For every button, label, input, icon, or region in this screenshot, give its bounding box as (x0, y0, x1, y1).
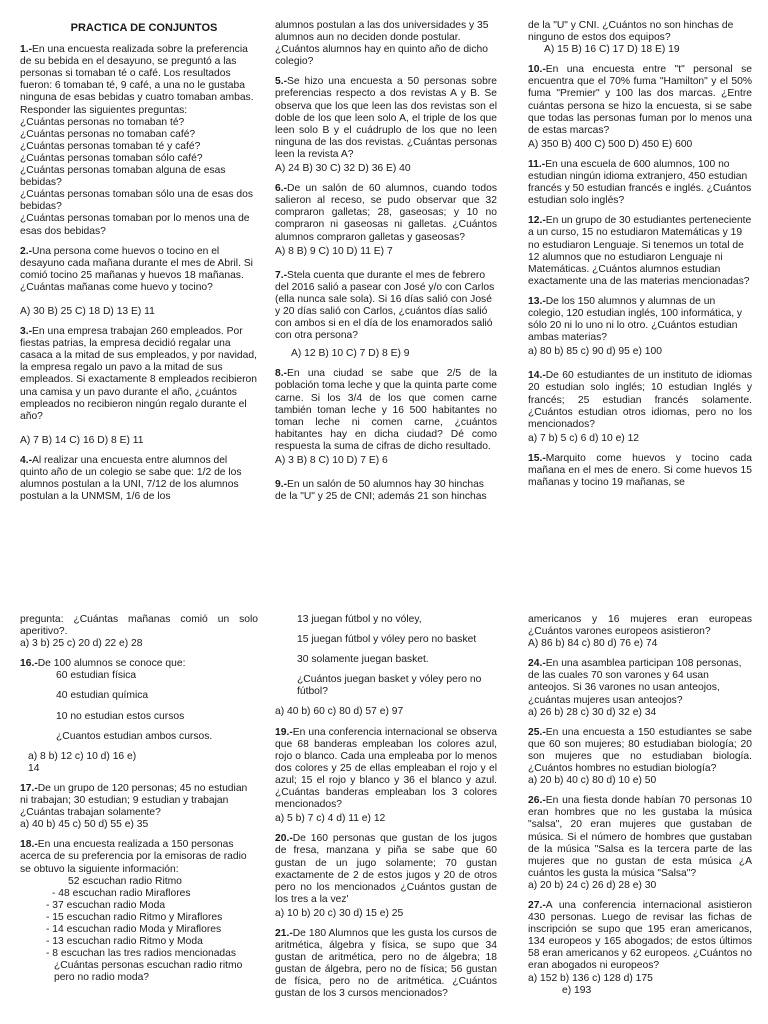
question-number: 17.- (20, 782, 38, 794)
question-number: 2.- (20, 245, 33, 257)
answer-options: a) 80 b) 85 c) 90 d) 95 e) 100 (528, 346, 662, 358)
list-item: 60 estudian física (56, 670, 137, 682)
question-text: De los 150 alumnos y alumnas de un colegio, 120 estudian inglés, 100 informática, y sólo 20 ni lo uno ni lo otro. ¿Cuántos estudian ambas materias? (528, 295, 743, 344)
question-text: En un grupo de 30 estudiantes perteneciente a un curso, 15 no estudiaron Matemáticas y 19 no estudiaron Lenguaje. Si tenemos un total de 12 alumnos que no estudiaron Lenguaje ni Matemáticas. ¿Cuántos alumnos estudian exactamente una de las materias mencionadas? (528, 215, 752, 287)
question-5 (275, 76, 497, 175)
question-text: En una encuesta realizada a 150 personas acerca de su preferencia por la emisoras de radio se obtuvo la siguiente información: (20, 839, 247, 875)
question-1 (20, 44, 258, 238)
answer-options: a) 40 b) 45 c) 50 d) 55 e) 35 (20, 819, 149, 831)
question-9 (275, 479, 497, 503)
question-line: ¿Cuántas personas tomaban té y café? (20, 140, 201, 152)
answer-options: A) 12 B) 10 C) 7 D) 8 E) 9 (291, 348, 410, 360)
question-23-continued (528, 614, 752, 650)
question-18b-options (275, 706, 497, 718)
question-21 (275, 928, 497, 1001)
answer-options: a) 10 b) 20 c) 30 d) 15 e) 25 (275, 907, 404, 919)
question-9-continued (528, 20, 752, 56)
question-18b-items (275, 614, 497, 698)
question-19 (275, 727, 497, 826)
answer-options: A) 30 B) 25 C) 18 D) 13 E) 11 (20, 305, 155, 317)
answer-options: A) 3 B) 8 C) 10 D) 7 E) 6 (275, 455, 388, 466)
question-14 (528, 370, 752, 445)
answer-options: A) 86 b) 84 c) 80 d) 76 e) 74 (528, 638, 658, 650)
question-line: ¿Cuántas personas tomaban sólo café? (20, 152, 203, 164)
question-number: 3.- (20, 326, 33, 338)
question-number: 19.- (275, 726, 293, 738)
question-11 (528, 159, 752, 207)
answer-options: a) 152 b) 136 c) 128 d) 175 (528, 972, 653, 984)
list-item: - 8 escuchan las tres radios mencionadas (46, 948, 237, 960)
list-item: ¿Cuántas personas escuchan radio ritmo pero no radio moda? (54, 960, 243, 984)
question-number: 20.- (275, 833, 293, 845)
question-line: ¿Cuántas personas no tomaban té? (20, 116, 185, 128)
question-3 (20, 326, 258, 447)
question-text: En una fiesta donde habían 70 personas 10 eran hombres que no les gustaba la música "salsa", 20 eran mujeres que gustaban de música. Si el número de hombres que gustaban de la música "Salsa es la tercera parte de las mujeres que no gustan de esta música ¿A cuántos les gusta la música "Salsa"? (528, 795, 752, 879)
question-text: En una encuesta entre "t" personal se encuentra que el 70% fuma "Hamilton" y el 50% fuma "Premier" y 100 las dos marcas. ¿Entre cuántas persona se hizo la encuesta, si se sabe que todas las personas fuman por lo menos una de estas marcas? (528, 64, 752, 136)
question-number: 16.- (20, 658, 38, 670)
question-26 (528, 795, 752, 892)
list-item: - 48 escuchan radio Miraflores (52, 887, 191, 899)
question-text: En una ciudad se sabe que 2/5 de la población toma leche y que la quinta parte come carne. Si los 3/4 de los que comen carne también toman leche y 16 500 habitantes no toman leche ni comen carne, ¿cuántos habitantes hay en dicha ciudad? Dé como respuesta la suma de cifras de dicho resultado. (275, 368, 497, 452)
answer-options: A) 7 B) 14 C) 16 D) 8 E) 11 (20, 434, 144, 446)
question-line: ¿Cuántas personas tomaban alguna de esas bebidas? (20, 165, 226, 189)
question-15 (528, 453, 752, 489)
list-item: - 13 escuchan radio Ritmo y Moda (46, 936, 203, 948)
answer-options: a) 5 b) 7 c) 4 d) 11 e) 12 (275, 813, 386, 825)
top-column-3 (528, 0, 752, 497)
question-10 (528, 64, 752, 151)
list-item: ¿Cuantos estudian ambos cursos. (56, 730, 213, 742)
question-number: 15.- (528, 452, 546, 464)
answer-options: A) 15 B) 16 C) 17 D) 18 E) 19 (544, 44, 680, 56)
question-number: 7.- (275, 269, 288, 281)
question-line: Responder las siguientes preguntas: (20, 104, 188, 116)
question-text: De un salón de 60 alumnos, cuando todos salieron al receso, se pudo observar que 32 compraron galletas; 28, gaseosas; y 10 no compraron ni gaseosas ni galletas. ¿Cuántos alumnos compraron galletas y gaseosas? (275, 183, 497, 243)
question-text: alumnos postulan a las dos universidades y 35 alumnos aun no deciden donde postular. ¿Cuántos alumnos hay en quinto año de dicho colegio? (275, 20, 489, 68)
bottom-column-2 (275, 600, 497, 1009)
question-text: En una encuesta realizada sobre la preferencia de su bebida en el desayuno, se preguntó a las personas si tomaban té o café. Los resultados fueron: 6 tomaban té, 9 café, a una no le gustaba ninguna de esas bebidas y cuatro tomaban ambas. (20, 44, 254, 104)
question-number: 18.- (20, 839, 38, 851)
question-number: 1.- (20, 44, 33, 56)
list-item: 52 escuchan radio Ritmo (68, 875, 182, 887)
question-text: En una escuela de 600 alumnos, 100 no estudian ningún idioma extranjero, 450 estudian francés y 50 estudian francés e inglés. ¿Cuántos estudian solo inglés? (528, 158, 752, 207)
question-15-continued (20, 614, 258, 650)
question-number: 13.- (528, 295, 546, 307)
question-number: 9.- (275, 479, 288, 491)
question-text: Stela cuenta que durante el mes de febrero del 2016 salió a pasear con José y/o con Carlos (ella nunca sale sola). Si 16 días salió con José y 20 días salió con Carlos, ¿cuántos días salió con ambos si en el día de los enamorados salió con otra persona? (275, 269, 495, 342)
list-item: - 15 escuchan radio Ritmo y Miraflores (46, 911, 223, 923)
page-bottom-panel (0, 600, 768, 1024)
list-item: ¿Cuántos juegan basket y vóley pero no fútbol? (297, 674, 482, 698)
question-text: En una empresa trabajan 260 empleados. Por fiestas patrias, la empresa decidió regalar una casaca a la mitad de sus empleados, y por navidad, la empresa regalo un pavo a la mitad de sus empleados. Si exactamente 8 empleados recibieron una camisa y un pavo durante el año, ¿cuántos empleados no recibieron ningún regalo durante el año? (20, 326, 257, 422)
question-13 (528, 296, 752, 358)
question-text: De 100 alumnos se conoce que: (37, 658, 186, 670)
question-text: Marquito come huevos y tocino cada mañana en el mes de enero. Si come huevos 15 mañanas y tocino 19 mañanas, se (528, 452, 752, 489)
question-text: americanos y 16 mujeres eran europeas ¿Cuántos varones europeos asistieron? (528, 614, 752, 638)
question-4-continued (275, 20, 497, 68)
question-number: 24.- (528, 658, 546, 670)
question-number: 25.- (528, 726, 546, 738)
question-text: De 60 estudiantes de un instituto de idiomas 20 estudian solo inglés; 10 estudian Inglés y francés; 25 estudian francés solamente. ¿Cuántos estudian otros idiomas, pero no los mencionados? (528, 370, 752, 430)
answer-options: A) 350 B) 400 C) 500 D) 450 E) 600 (528, 138, 693, 150)
question-text: pregunta: ¿Cuántas mañanas comió un solo aperitivo?. (20, 614, 258, 638)
answer-options: A) 8 B) 9 C) 10 D) 11 E) 7 (275, 245, 393, 257)
list-item: - 14 escuchan radio Moda y Miraflores (46, 923, 222, 935)
question-24 (528, 658, 752, 718)
question-number: 11.- (528, 158, 546, 170)
question-line: ¿Cuántas personas no tomaban café? (20, 128, 196, 140)
answer-options: 14 (28, 762, 40, 774)
question-6 (275, 183, 497, 258)
answer-options: a) 3 b) 25 c) 20 d) 22 e) 28 (20, 638, 143, 650)
question-16 (20, 658, 258, 775)
question-text: Una persona come huevos o tocino en el desayuno cada mañana durante el mes de Abril. Si comió tocino 25 mañanas y huevos 18 mañanas. ¿Cuántas mañanas come huevo y tocino? (20, 245, 253, 293)
question-number: 14.- (528, 370, 546, 382)
question-number: 5.- (275, 76, 288, 88)
answer-options: a) 20 b) 24 c) 26 d) 28 e) 30 (528, 879, 657, 891)
question-number: 8.- (275, 368, 288, 380)
question-text: En una asamblea participan 108 personas, de las cuales 70 son varones y 64 usan anteojos. Si 36 varones no usan anteojos, ¿cuántas mujeres usan anteojos? (528, 658, 742, 706)
question-text: En una conferencia internacional se observa que 68 banderas empleaban los colores azul, rojo o blanco. Cada una empleaba por lo menos dos colores y 25 de ellas empleaban el rojo y el azul; 15 el rojo y blanco y 36 el blanco y azul. ¿Cuántas banderas empleaban los 3 colores mencionados? (275, 726, 497, 811)
question-12 (528, 215, 752, 288)
question-text: De un grupo de 120 personas; 45 no estudian ni trabajan; 30 estudian; 9 estudian y trabajan ¿Cuántas trabajan solamente? (20, 782, 248, 819)
question-text: De 160 personas que gustan de los jugos de fresa, manzana y piña se sabe que 60 gustan de un jugo solamente; 70 gustan exactamente de 2 de estos jugos y 20 de otros pero no los mencionados ¿Cuántos gustan de los tres a la vez' (275, 833, 497, 905)
list-item: 15 juegan fútbol y vóley pero no basket (297, 634, 477, 646)
question-18 (20, 839, 258, 984)
question-text: A una conferencia internacional asistieron 430 personas. Luego de revisar las fichas de inscripción se supo que 195 eran americanos, 134 europeos y 165 abogados; de estos últimos 58 eran americanos y 62 europeos. ¿Cuántos no eran abogados ni europeos? (528, 899, 752, 972)
answer-options: a) 8 b) 12 c) 10 d) 16 e) (28, 750, 137, 762)
answer-options: a) 26 b) 28 c) 30 d) 32 e) 34 (528, 706, 657, 718)
list-item: - 37 escuchan radio Moda (46, 899, 166, 911)
question-8 (275, 368, 497, 467)
question-4 (20, 455, 258, 503)
question-number: 21.- (275, 927, 293, 939)
question-number: 4.- (20, 454, 33, 466)
question-20 (275, 833, 497, 920)
top-column-1 (20, 0, 258, 511)
top-column-2 (275, 0, 497, 511)
question-17 (20, 783, 258, 831)
question-line: ¿Cuántas personas tomaban por lo menos una de esas dos bebidas? (20, 213, 250, 237)
answer-options: a) 7 b) 5 c) 6 d) 10 e) 12 (528, 432, 640, 444)
question-number: 12.- (528, 215, 546, 227)
question-number: 27.- (528, 899, 546, 911)
question-27 (528, 900, 752, 997)
answer-options: a) 40 b) 60 c) 80 d) 57 e) 97 (275, 706, 404, 718)
page-title: PRACTICA DE CONJUNTOS (70, 22, 218, 34)
question-number: 26.- (528, 795, 546, 807)
list-item: 30 solamente juegan basket. (297, 654, 429, 666)
question-text: Se hizo una encuesta a 50 personas sobre preferencias respecto a dos revistas A y B. Se observa que los que leen las dos revistas son el doble de los que leen solo A, el triple de los que leen solo B y el cuádruplo de los que no leen ninguna de las dos revistas. ¿Cuántas personas leen la revista A? (275, 76, 497, 160)
question-text: De 180 Alumnos que les gusta los cursos de aritmética, álgebra y física, se supo que 34 gustan de aritmética, pero no de álgebra; 18 gustan de álgebra, pero no de física; 56 gustan de física, pero no de aritmética. ¿Cuántos gustan de los 3 cursos mencionados? (275, 927, 497, 1000)
answer-options: A) 24 B) 30 C) 32 D) 36 E) 40 (275, 163, 411, 175)
question-number: 10.- (528, 64, 546, 76)
list-item: 40 estudian química (56, 690, 149, 702)
question-line: ¿Cuántas personas tomaban sólo una de esas dos bebidas? (20, 189, 253, 213)
question-number: 6.- (275, 183, 288, 195)
bottom-column-1 (20, 600, 258, 992)
answer-options: e) 193 (562, 984, 592, 996)
question-text: de la "U" y CNI. ¿Cuántos no son hinchas de ninguno de estos dos equipos? (528, 20, 734, 44)
list-item: 10 no estudian estos cursos (56, 710, 185, 722)
question-2 (20, 246, 258, 318)
answer-options: a) 20 b) 40 c) 80 d) 10 e) 50 (528, 775, 657, 787)
question-text: En un salón de 50 alumnos hay 30 hinchas de la "U" y 25 de CNI; además 21 son hinchas (275, 479, 487, 503)
question-text: Al realizar una encuesta entre alumnos del quinto año de un colegio se sabe que: 1/2 de los alumnos postulan a la UNI, 7/12 de los alumnos postulan a la UNMSM, 1/6 de los (20, 454, 242, 503)
question-7 (275, 270, 497, 361)
question-25 (528, 727, 752, 787)
bottom-column-3 (528, 600, 752, 1005)
question-text: En una encuesta a 150 estudiantes se sabe que 60 son mujeres; 80 estudiaban biología; 20 son mujeres que no estudiaban biología. ¿Cuántos hombres no estudian biología? (528, 726, 752, 775)
list-item: 13 juegan fútbol y no vóley, (297, 614, 422, 625)
